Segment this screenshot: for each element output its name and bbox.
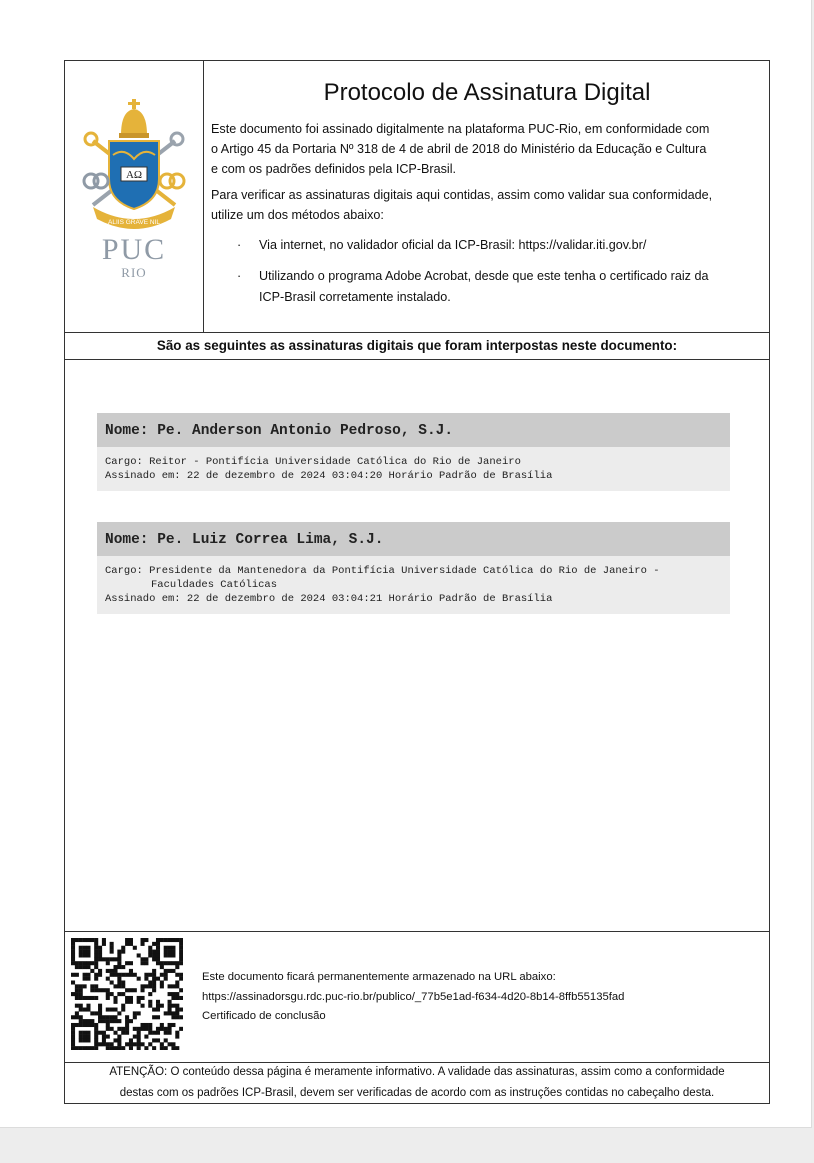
signer-cargo: Cargo: Presidente da Mantenedora da Pontifícia Universidade Católica do Rio de Janeiro - bbox=[105, 565, 660, 577]
signature-block bbox=[97, 413, 730, 491]
warning-line-1: ATENÇÃO: O conteúdo dessa página é meramente informativo. A validade das assinaturas, assim como a conformidade bbox=[109, 1066, 725, 1078]
method-acrobat bbox=[211, 266, 763, 308]
storage-footer bbox=[65, 931, 769, 1063]
signed-at: Assinado em: 22 de dezembro de 2024 03:04:21 Horário Padrão de Brasília bbox=[105, 593, 553, 605]
signature-details bbox=[97, 556, 730, 614]
verification-methods bbox=[211, 235, 763, 308]
verify-line-1: Para verificar as assinaturas digitais aqui contidas, assim como validar sua conformidade, bbox=[211, 188, 713, 202]
qr-code-icon[interactable] bbox=[71, 938, 183, 1050]
crest-motto: ALIIS GRAVE NIL bbox=[108, 219, 160, 226]
method-acrobat-line-1: Utilizando o programa Adobe Acrobat, desde que este tenha o certificado raiz da bbox=[259, 269, 709, 283]
protocol-header bbox=[65, 61, 769, 333]
page-title: Protocolo de Assinatura Digital bbox=[323, 79, 651, 106]
verify-paragraph bbox=[211, 185, 763, 225]
signature-block bbox=[97, 522, 730, 614]
signatures-heading: São as seguintes as assinaturas digitais que foram interpostas neste documento: bbox=[65, 332, 769, 360]
storage-url[interactable]: https://assinadorsgu.rdc.puc-rio.br/publico/_77b5e1ad-f634-4d20-8b14-8ffb55135fad bbox=[202, 990, 625, 1003]
signer-name: Nome: Pe. Luiz Correa Lima, S.J. bbox=[97, 522, 730, 556]
method-acrobat-line-2: ICP-Brasil corretamente instalado. bbox=[259, 290, 451, 304]
certificate-label: Certificado de conclusão bbox=[202, 1010, 326, 1022]
signed-at: Assinado em: 22 de dezembro de 2024 03:04:20 Horário Padrão de Brasília bbox=[105, 470, 553, 482]
logo-cell bbox=[65, 61, 204, 332]
compliance-line-3: e com os padrões definidos pela ICP-Brasil. bbox=[211, 162, 457, 176]
compliance-line-2: o Artigo 45 da Portaria Nº 318 de 4 de abril de 2018 do Ministério da Educação e Cultura bbox=[211, 142, 707, 156]
storage-info bbox=[202, 968, 624, 1027]
method-internet bbox=[211, 235, 763, 256]
signature-details bbox=[97, 447, 730, 491]
method-internet-text: Via internet, no validador oficial da ICP-Brasil: https://validar.iti.gov.br/ bbox=[259, 238, 647, 252]
logo-puc-text: PUC bbox=[101, 233, 167, 266]
signer-name: Nome: Pe. Anderson Antonio Pedroso, S.J. bbox=[97, 413, 730, 447]
protocol-description bbox=[211, 79, 763, 318]
storage-notice: Este documento ficará permanentemente armazenado na URL abaixo: bbox=[202, 971, 556, 983]
compliance-line-1: Este documento foi assinado digitalmente na plataforma PUC-Rio, em conformidade com bbox=[211, 122, 710, 136]
bullet-icon: · bbox=[237, 238, 242, 252]
warning-line-2: destas com os padrões ICP-Brasil, devem ser verificadas de acordo com as instruções contidas no cabeçalho desta. bbox=[119, 1087, 715, 1099]
verify-line-2: utilize um dos métodos abaixo: bbox=[211, 208, 384, 222]
logo-rio-text: RIO bbox=[121, 265, 147, 280]
signer-cargo: Cargo: Reitor - Pontifícia Universidade Católica do Rio de Janeiro bbox=[105, 456, 521, 468]
protocol-frame bbox=[64, 60, 770, 1104]
bullet-icon: · bbox=[237, 269, 242, 283]
compliance-paragraph bbox=[211, 119, 763, 179]
signer-cargo-continued: Faculdades Católicas bbox=[151, 579, 278, 591]
puc-rio-crest-logo bbox=[79, 97, 189, 235]
crest-letters: AΩ bbox=[125, 169, 143, 181]
validity-warning bbox=[65, 1061, 769, 1104]
